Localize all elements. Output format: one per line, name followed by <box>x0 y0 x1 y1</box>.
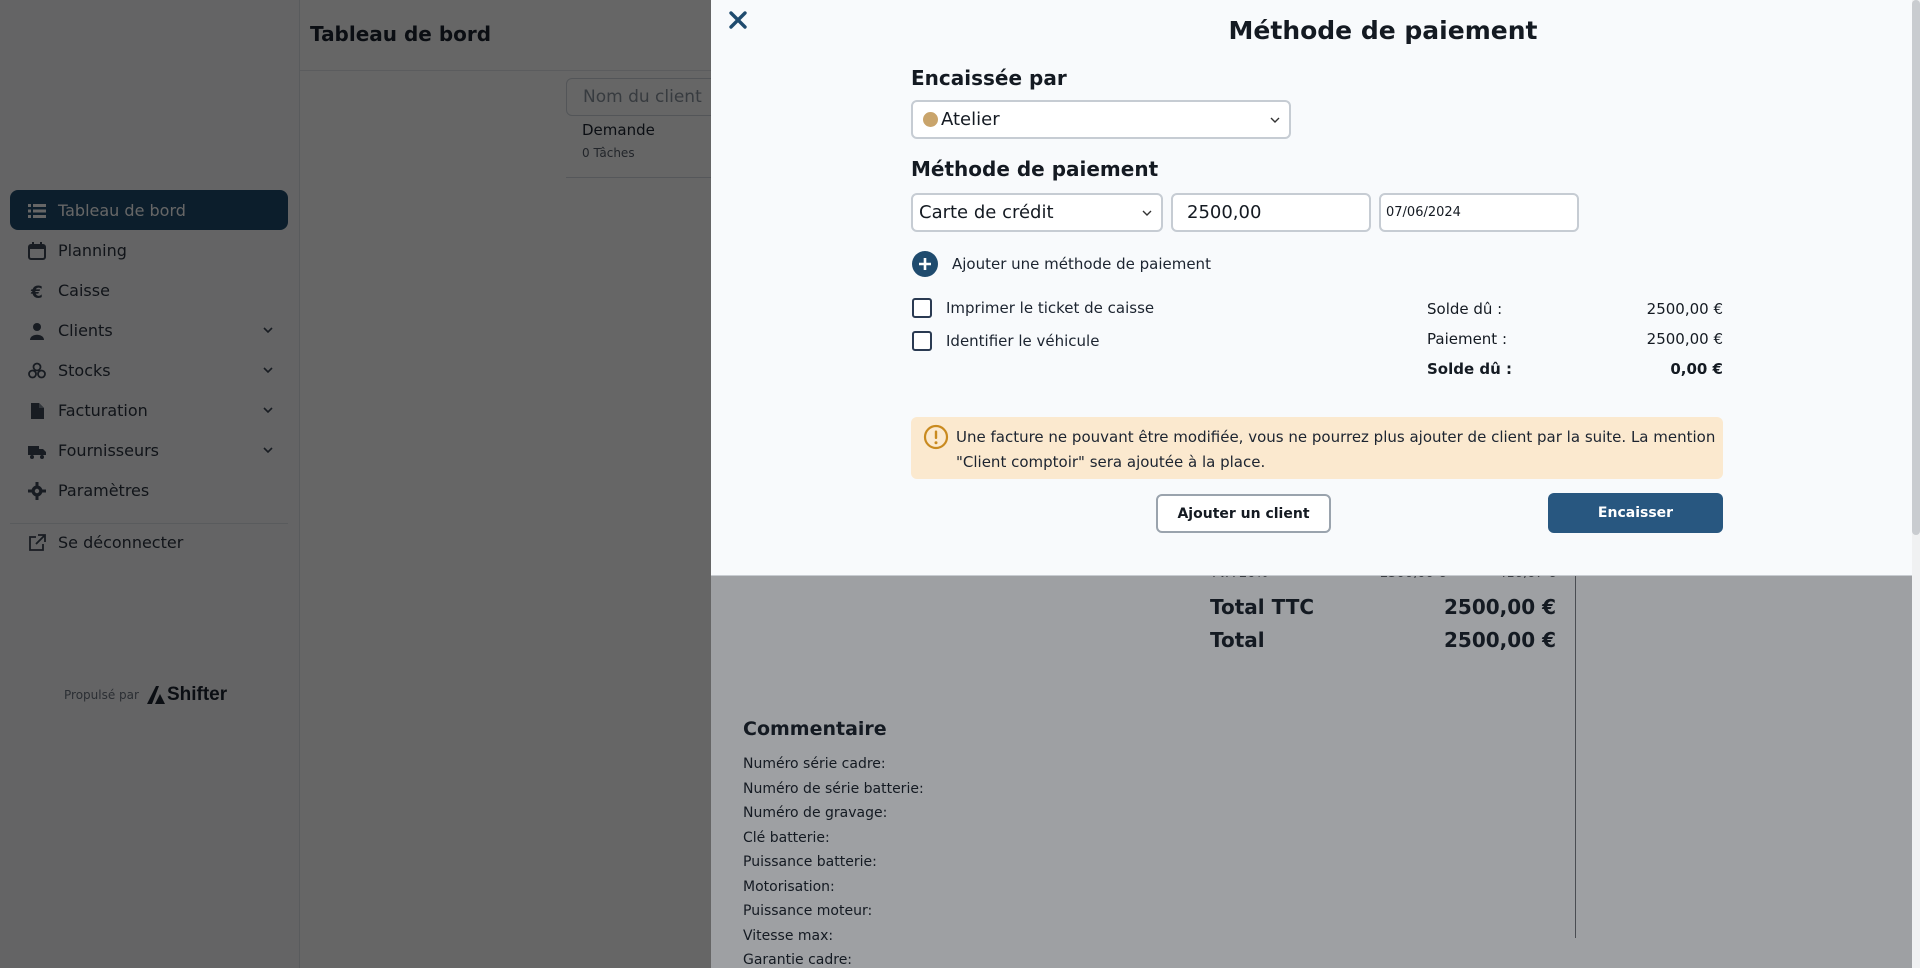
remaining-label: Solde dû : <box>1427 360 1513 378</box>
print-ticket-option[interactable] <box>912 298 1154 318</box>
scrollbar-thumb[interactable] <box>1912 0 1920 535</box>
total-ttc-row <box>1210 595 1556 621</box>
identify-vehicle-checkbox[interactable] <box>912 331 932 351</box>
add-payment-method-button[interactable] <box>912 251 1211 277</box>
remaining-value: 0,00 € <box>1670 360 1723 378</box>
method-label: Méthode de paiement <box>911 157 1159 181</box>
comment-line: Numéro de série batterie: <box>743 780 924 797</box>
payment-method-select[interactable] <box>911 193 1163 232</box>
chevron-down-icon <box>1142 209 1152 217</box>
print-ticket-checkbox[interactable] <box>912 298 932 318</box>
warning-alert <box>911 417 1723 479</box>
amount-value: 2500,00 <box>1187 202 1262 223</box>
info-icon <box>923 424 949 450</box>
plus-circle-icon <box>912 251 938 277</box>
total-value: 2500,00 € <box>1444 628 1556 652</box>
cash-in-label: Encaisser <box>1597 505 1674 521</box>
comment-list <box>743 752 924 968</box>
payment-value: 2500,00 € <box>1646 330 1723 348</box>
modal-title: Méthode de paiement <box>1228 16 1538 45</box>
cashed-by-select[interactable] <box>911 100 1291 139</box>
payment-modal <box>711 0 1912 576</box>
balance-due-label: Solde dû : <box>1427 300 1503 318</box>
comment-title: Commentaire <box>743 718 887 740</box>
total-label: Total <box>1210 628 1265 652</box>
payment-label: Paiement : <box>1427 330 1508 348</box>
balance-due-row <box>1427 300 1723 320</box>
payment-row <box>1427 330 1723 350</box>
comment-line: Vitesse max: <box>743 927 834 944</box>
remaining-row <box>1427 360 1723 380</box>
payment-date-value: 07/06/2024 <box>1386 205 1461 220</box>
balance-due-value: 2500,00 € <box>1646 300 1723 318</box>
comment-line: Motorisation: <box>743 878 835 895</box>
add-client-button[interactable] <box>1156 494 1331 533</box>
comment-line: Clé batterie: <box>743 829 830 846</box>
comment-line: Puissance moteur: <box>743 903 873 919</box>
user-color-dot <box>923 112 938 127</box>
cash-in-button[interactable] <box>1548 493 1723 533</box>
print-ticket-label: Imprimer le ticket de caisse <box>946 299 1155 317</box>
identify-vehicle-option[interactable] <box>912 331 1099 351</box>
warning-text: Une facture ne pouvant être modifiée, vous ne pourrez plus ajouter de client par la suite. La mention "Client comptoir" sera ajoutée à la place. <box>956 428 1716 471</box>
close-icon[interactable] <box>727 9 749 31</box>
total-ttc-value: 2500,00 € <box>1444 595 1556 619</box>
amount-input[interactable] <box>1171 193 1371 232</box>
comment-line: Puissance batterie: <box>743 854 877 870</box>
add-client-label: Ajouter un client <box>1177 505 1310 522</box>
totals-divider <box>1575 576 1576 938</box>
payment-date-input[interactable] <box>1379 193 1579 232</box>
payment-method-value: Carte de crédit <box>919 202 1054 223</box>
comment-line: Numéro de gravage: <box>743 805 888 821</box>
chevron-down-icon <box>1270 116 1280 124</box>
comment-line: Numéro série cadre: <box>743 756 886 772</box>
add-payment-method-label: Ajouter une méthode de paiement <box>952 255 1211 273</box>
cashed-by-value: Atelier <box>941 109 1000 130</box>
total-ttc-label: Total TTC <box>1210 595 1315 619</box>
total-row <box>1210 628 1556 654</box>
cashed-by-label: Encaissée par <box>911 66 1067 90</box>
identify-vehicle-label: Identifier le véhicule <box>946 332 1100 350</box>
comment-line: Garantie cadre: <box>743 952 853 968</box>
